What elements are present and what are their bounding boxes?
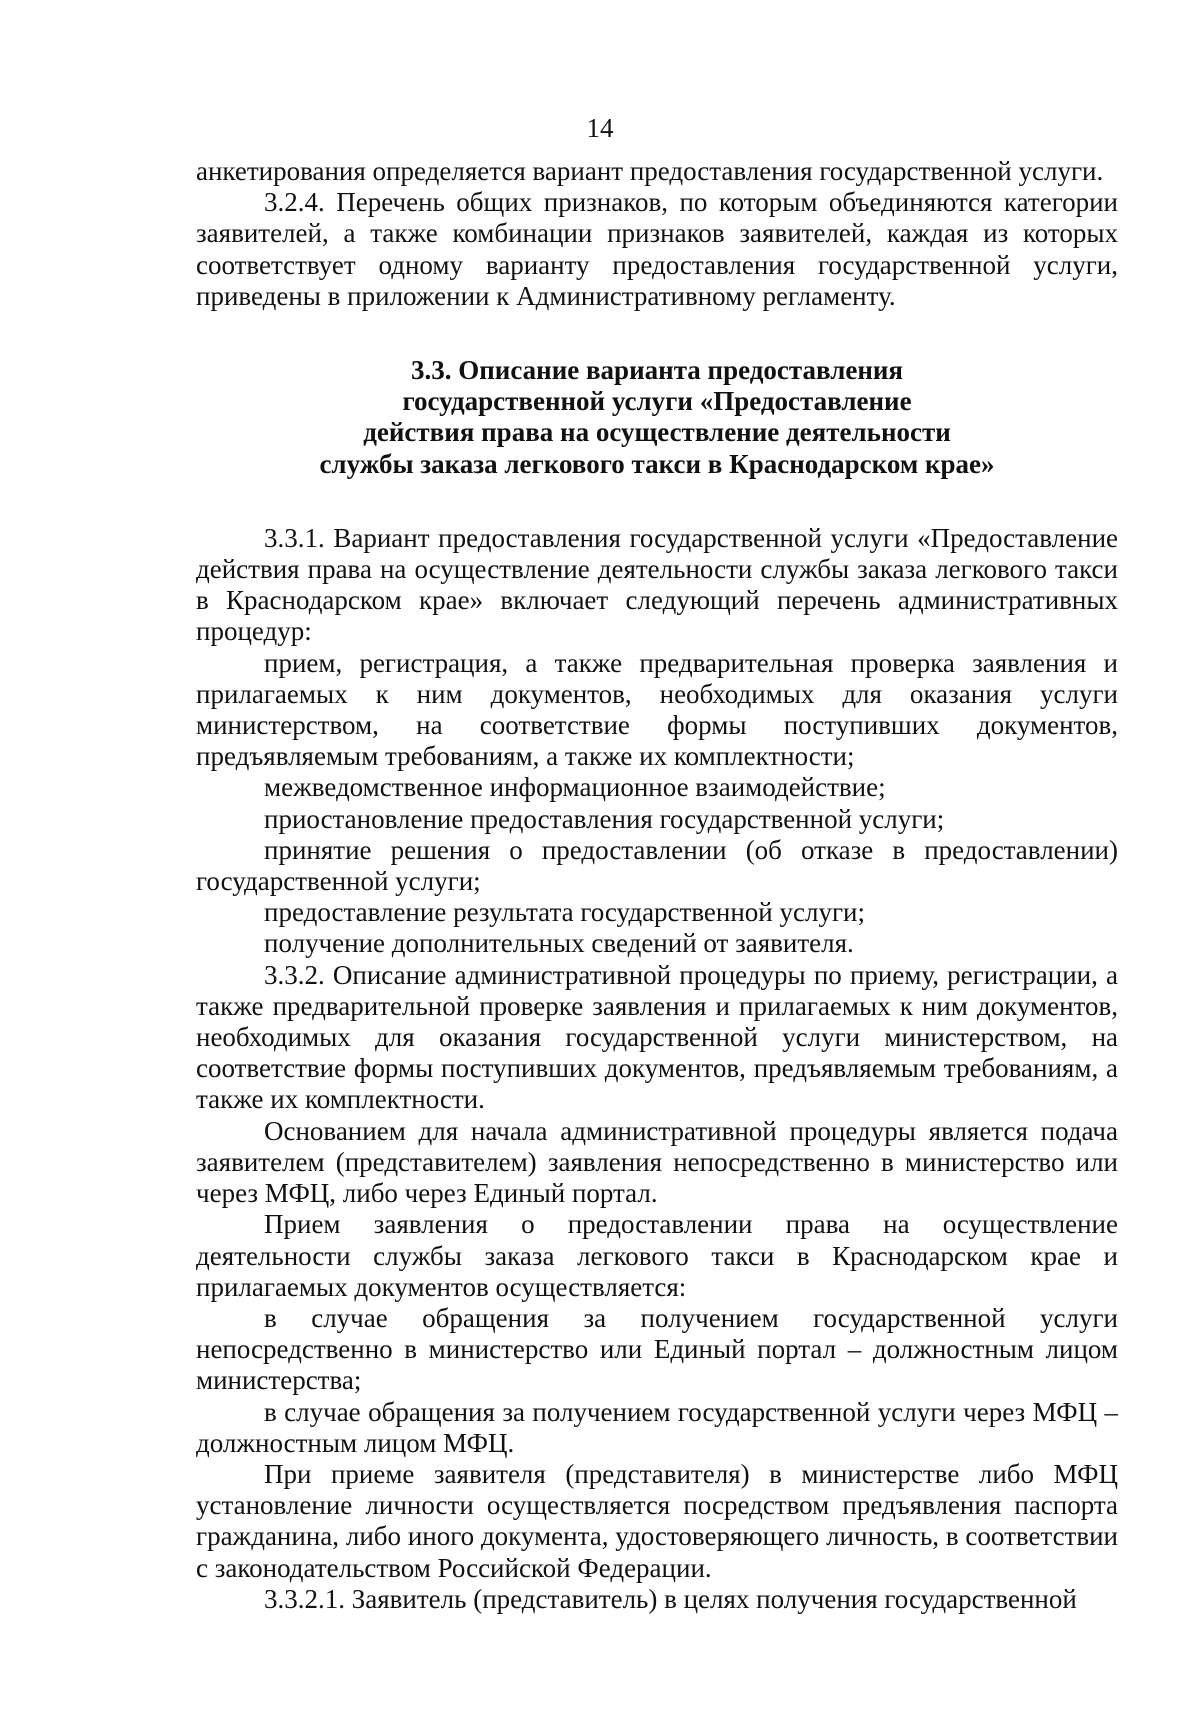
- paragraph: в случае обращения за получением государственной услуги через МФЦ – должностным лицом МФЦ.: [196, 1396, 1118, 1458]
- section-3-3-heading: [196, 355, 1118, 480]
- paragraph: Основанием для начала административной процедуры является подача заявителем (представителем) заявления непосредственно в министерство или через МФЦ, либо через Единый портал.: [196, 1115, 1118, 1209]
- paragraph: прием, регистрация, а также предварительная проверка заявления и прилагаемых к ним документов, необходимых для оказания услуги министерством, на соответствие формы поступивших документов, предъявляемым требованиям, а также их комплектности;: [196, 647, 1118, 772]
- heading-line: службы заказа легкового такси в Краснодарском крае»: [319, 448, 995, 479]
- paragraph: При приеме заявителя (представителя) в министерстве либо МФЦ установление личности осуществляется посредством предъявления паспорта гражданина, либо иного документа, удостоверяющего личность, в соответствии с законодательством Российской Федерации.: [196, 1458, 1118, 1583]
- paragraph: анкетирования определяется вариант предоставления государственной услуги.: [196, 156, 1104, 186]
- paragraph: приостановление предоставления государственной услуги;: [264, 803, 945, 834]
- document-body: [196, 156, 1118, 1615]
- section-3-3-text: [196, 523, 1118, 1615]
- paragraph: 3.2.4. Перечень общих признаков, по которым объединяются категории заявителей, а также комбинации признаков заявителей, каждая из которых соответствует одному варианту предоставления государственной услуги, приведены в приложении к Административному регламенту.: [196, 187, 1118, 311]
- paragraph: Прием заявления о предоставлении права на осуществление деятельности службы заказа легкового такси в Краснодарском крае и прилагаемых документов осуществляется:: [196, 1209, 1118, 1302]
- heading-line: государственной услуги «Предоставление: [402, 386, 912, 417]
- paragraph: 3.3.2.1. Заявитель (представитель) в целях получения государственной: [264, 1583, 1077, 1614]
- heading-line: 3.3. Описание варианта предоставления: [410, 355, 904, 386]
- paragraph: межведомственное информационное взаимодействие;: [264, 772, 886, 803]
- paragraph: получение дополнительных сведений от заявителя.: [264, 928, 854, 959]
- heading-line: действия права на осуществление деятельности: [363, 417, 951, 448]
- paragraph: в случае обращения за получением государственной услуги непосредственно в министерство или Единый портал – должностным лицом министерства;: [196, 1302, 1118, 1396]
- paragraph: принятие решения о предоставлении (об отказе в предоставлении) государственной услуги;: [196, 834, 1118, 897]
- paragraph: 3.3.1. Вариант предоставления государственной услуги «Предоставление действия права на осуществление деятельности службы заказа легкового такси в Краснодарском крае» включает следующий перечень административных процедур:: [196, 522, 1118, 647]
- section-3-2-text: [196, 156, 1118, 312]
- page-number: 14: [586, 113, 614, 143]
- paragraph: предоставление результата государственной услуги;: [264, 897, 865, 928]
- paragraph: 3.3.2. Описание административной процедуры по приему, регистрации, а также предварительной проверке заявления и прилагаемых к ним документов, необходимых для оказания государственной услуги министерством, на соответствие формы поступивших документов, предъявляемым требованиям, а также их комплектности.: [196, 959, 1118, 1115]
